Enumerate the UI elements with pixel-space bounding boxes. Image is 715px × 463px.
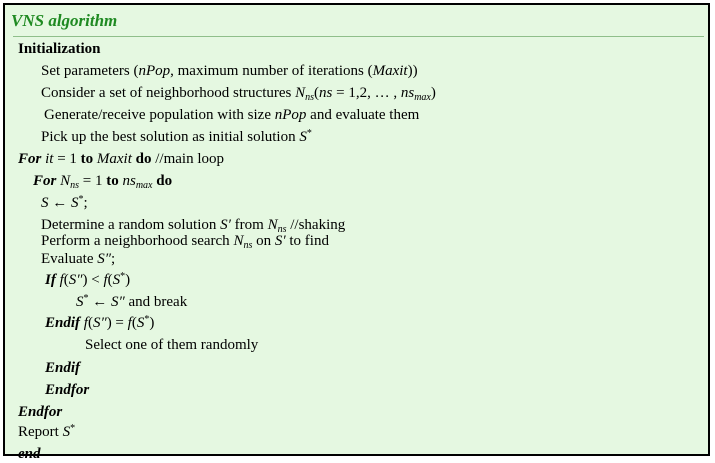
line-neighborhood-search: Perform a neighborhood search $N_{ns}$ on S′ to find [41,233,329,251]
line-neighborhood-structures: Consider a set of neighborhood structures $N_{ns}(ns = 1,2$, … , $ns_{max}$) [41,85,436,103]
title-divider [13,36,704,37]
line-evaluate: Evaluate S″; [41,251,116,267]
line-end: end [18,446,41,462]
line-select-random: Select one of them randomly [85,337,259,353]
line-inner-loop: For $N_{ns} = 1$ to $ns_{max}$ do [33,173,173,191]
line-if-condition: If f(S″) < f(S*) [45,271,131,288]
line-endif: Endif [45,360,81,376]
algorithm-title: VNS algorithm [11,11,118,30]
algorithm-box [3,3,710,462]
line-endif-equal: Endif f(S″) = f(S*) [45,314,155,331]
line-assign-s: S ← S*; [41,194,88,211]
line-pick-best: Pick up the best solution as initial solution S* [41,128,312,145]
line-endfor-outer: Endfor [18,404,63,420]
line-generate-population: Generate/receive population with size nPop and evaluate them [44,107,420,123]
line-update-best: S* ← S″ and break [76,293,188,310]
line-shaking: Determine a random solution S′ from $N_{ns}$ //shaking [41,217,346,235]
line-endfor-inner: Endfor [45,382,90,398]
initialization-heading: Initialization [18,41,101,57]
line-report: Report S* [18,423,76,440]
line-set-parameters: Set parameters (nPop, maximum number of iterations (Maxit)) [41,63,418,79]
line-main-loop: For it = 1 to Maxit do //main loop [18,151,224,167]
